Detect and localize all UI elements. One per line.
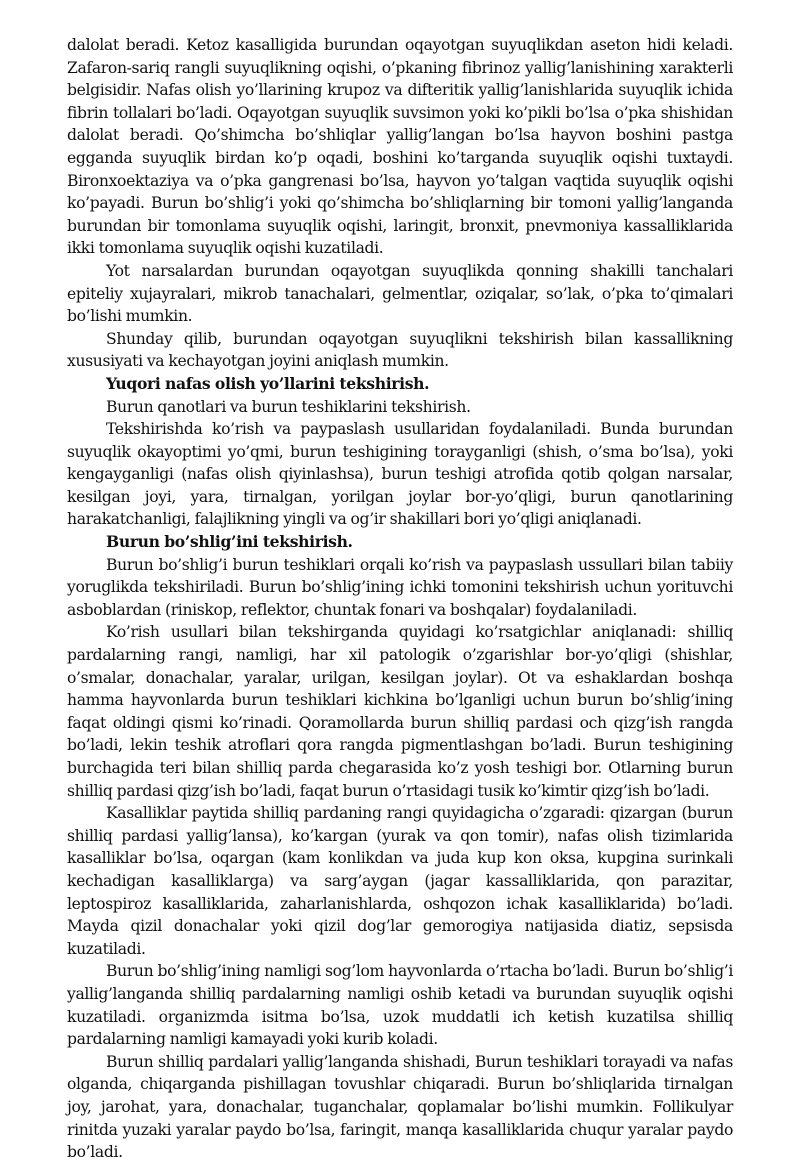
paragraph-5: Tekshirishda ko’rish va paypaslash usullaridan foydalaniladi. Bunda burundan suyuqlik okayoptimi yo’qmi, burun teshigining torayganligi (shish, o’sma bo’lsa), yoki kengayganligi (nafas olish qiyinlashsa), burun teshigi atrofida qotib qolgan narsalar, kesilgan joyi, yara, tirnalgan, yorilgan joylar bor-yo’qligi, burun qanotlarining harakatchanligi, falajlikning yingli va og’ir shakillari bori yo’qligi aniqlanadi. xyxy=(67,420,733,529)
paragraph-2: Yot narsalardan burundan oqayotgan suyuqlikda qonning shakilli tanchalari epiteliy xujayralari, mikrob tanachalari, gelmentlar, oziqalar, so’lak, o’pka to’qimalari bo’lishi mumkin. xyxy=(67,261,733,326)
paragraph-1: dalolat beradi. Ketoz kasalligida burundan oqayotgan suyuqlikdan aseton hidi keladi. Zafaron-sariq rangli suyuqlikning oqishi, o’pkaning fibrinoz yallig’lanishining xarakterli belgisidir. Nafas olish yo’llarining krupoz va difteritik yallig’lanishlarida suyuqlik ichida fibrin tollalari bo’ladi. Oqayotgan suyuqlik suvsimon yoki ko’pikli bo’lsa o’pka shishidan dalolat beradi. Qo’shimcha bo’shliqlar yallig’langan bo’lsa hayvon boshini pastga egganda suyuqlik birdan ko’p oqadi, boshini ko’targanda suyuqlik oqishi tuxtaydi. Bironxoektaziya va o’pka gangrenasi bo’lsa, hayvon yo’talgan vaqtida suyuqlik oqishi ko’payadi. Burun bo’shlig’i yoki qo’shimcha bo’shliqlarning bir tomoni yallig’langanda burundan bir tomonlama suyuqlik oqishi, laringit, bronxit, pnevmoniya kassalliklarida ikki tomonlama suyuqlik oqishi kuzatiladi. xyxy=(67,36,733,258)
paragraph-6: Burun bo’shlig’i burun teshiklari orqali ko’rish va paypaslash ussullari bilan tabiiy yoruglikda tekshiriladi. Burun bo’shlig’ining ichki tomonini tekshirish uchun yorituvchi asboblardan (riniskop, reflektor, chuntak fonari va boshqalar) foydalaniladi. xyxy=(67,555,733,619)
section-heading-upper-airways: Yuqori nafas olish yo’llarini tekshirish. xyxy=(106,373,430,393)
document-page xyxy=(67,34,733,1164)
paragraph-10: Burun shilliq pardalari yallig’langanda shishadi, Burun teshiklari torayadi va nafas olganda, chiqarganda pishillagan tovushlar chiqaradi. Burun bo’shliqlarida tirnalgan joy, jarohat, yara, donachalar, tuganchalar, qoplamalar bo’lishi mumkin. Follikulyar rinitda yuzaki yaralar paydo bo’lsa, faringit, manqa kasalliklarida chuqur yaralar paydo bo’ladi. xyxy=(67,1052,733,1162)
paragraph-7: Ko’rish usullari bilan tekshirganda quyidagi ko’rsatgichlar aniqlanadi: shilliq pardalarning rangi, namligi, har xil patologik o’zgarishlar bor-yo’qligi (shishlar, o’smalar, donachalar, yaralar, urilgan, kesilgan joylar). Ot va eshaklardan boshqa hamma hayvonlarda burun teshiklari kichkina bo’lganligi uchun burun bo’shlig’ining faqat oldingi qismi ko’rinadi. Qoramollarda burun shilliq pardasi och qizg’ish rangda bo’ladi, lekin teshik atroflari qora rangda pigmentlashgan bo’ladi. Burun teshigining burchagida teri bilan shilliq parda chegarasida ko’z yosh teshigi bor. Otlarning burun shilliq pardasi qizg’ish bo’ladi, faqat burun o’rtasidagi tusik ko’kimtir qizg’ish bo’ladi. xyxy=(67,623,733,800)
paragraph-9: Burun bo’shlig’ining namligi sog’lom hayvonlarda o’rtacha bo’ladi. Burun bo’shlig’i yallig’langanda shilliq pardalarning namligi oshib ketadi va burundan suyuqlik oqishi kuzatiladi. organizmda isitma bo’lsa, uzok muddatli ich ketish kuzatilsa shilliq pardalarning namligi kamayadi yoki kurib koladi. xyxy=(67,962,733,1049)
section-heading-nasal-cavity: Burun bo’shlig’ini tekshirish. xyxy=(106,532,353,552)
paragraph-4: Burun qanotlari va burun teshiklarini tekshirish. xyxy=(106,397,471,416)
paragraph-8: Kasalliklar paytida shilliq pardaning rangi quyidagicha o’zgaradi: qizargan (burun shilliq pardasi yallig’lansa), ko’kargan (yurak va qon tomir), nafas olish tizimlarida kasalliklar bo’lsa, oqargan (kam konlikdan va juda kup kon oksa, kupgina surinkali kechadigan kasalliklarga) va sarg’aygan (jagar kassalliklarida, qon parazitar, leptospiroz kasalliklarida, zaharlanishlarda, oshqozon ichak kasalliklarida) bo’ladi. Mayda qizil donachalar yoki qizil dog’lar gemorogiya natijasida diatiz, sepsisda kuzatiladi. xyxy=(67,804,733,958)
paragraph-3: Shunday qilib, burundan oqayotgan suyuqlikni tekshirish bilan kassallikning xususiyati va kechayotgan joyini aniqlash mumkin. xyxy=(67,329,733,371)
